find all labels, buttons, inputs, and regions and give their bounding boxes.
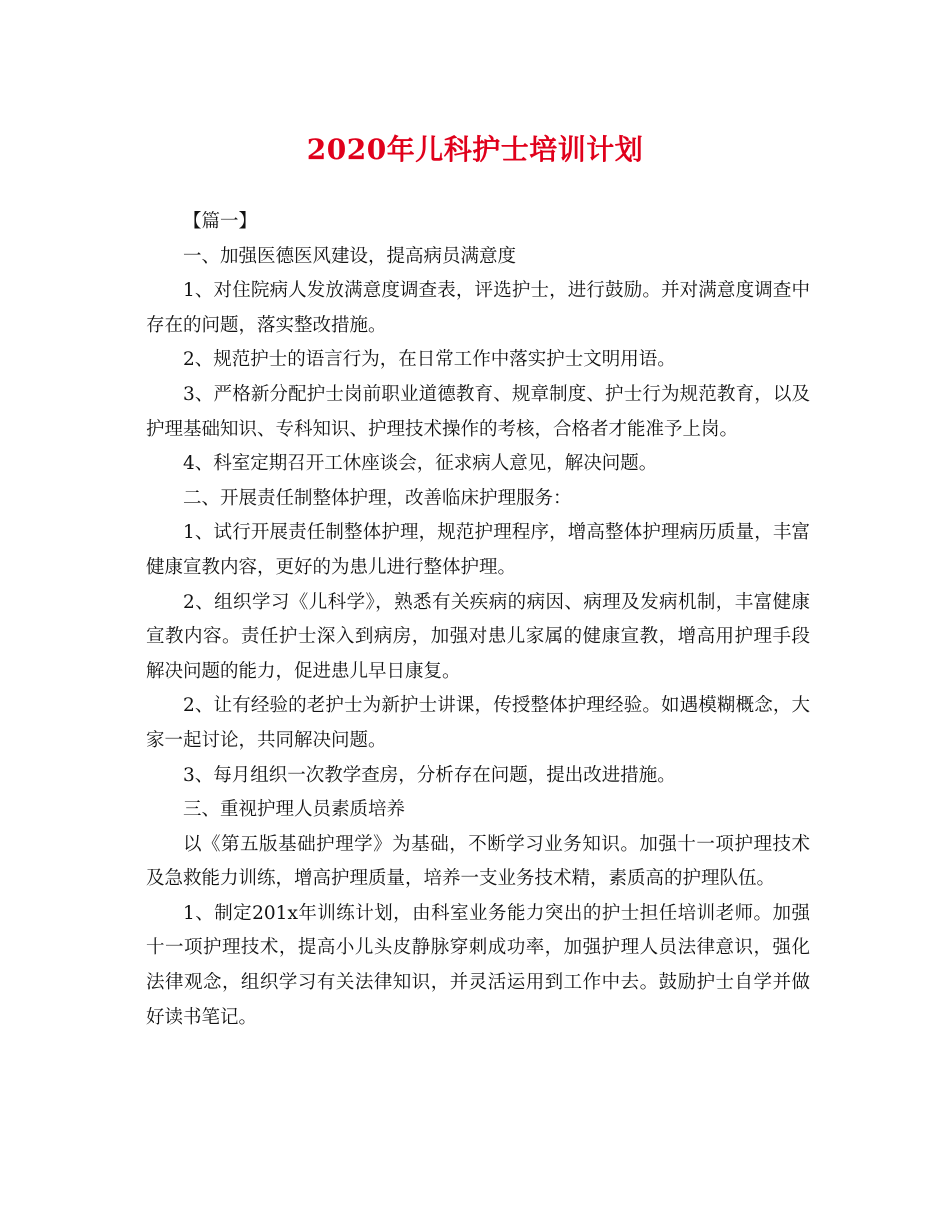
paragraph: 3、严格新分配护士岗前职业道德教育、规章制度、护士行为规范教育，以及护理基础知识、专科知识、护理技术操作的考核，合格者才能准予上岗。 <box>146 383 810 440</box>
paragraph: 三、重视护理人员素质培养 <box>183 799 406 821</box>
paragraph: 2、规范护士的语言行为，在日常工作中落实护士文明用语。 <box>183 349 676 371</box>
paragraph: 3、每月组织一次教学查房，分析存在问题，提出改进措施。 <box>183 764 676 786</box>
paragraph: 一、加强医德医风建设，提高病员满意度 <box>183 245 517 267</box>
paragraph: 二、开展责任制整体护理，改善临床护理服务： <box>183 487 572 509</box>
paragraph: 1、制定201x年训练计划，由科室业务能力突出的护士担任培训老师。加强十一项护理技术，提高小儿头皮静脉穿刺成功率，加强护理人员法律意识，强化法律观念，组织学习有关法律知识，并灵活运用到工作中去。鼓励护士自学并做好读书笔记。 <box>146 902 810 1028</box>
document-title: 2020年儿科护士培训计划 <box>306 133 644 166</box>
paragraph: 1、试行开展责任制整体护理，规范护理程序，增高整体护理病历质量，丰富健康宣教内容，更好的为患儿进行整体护理。 <box>146 522 810 578</box>
paragraph: 1、对住院病人发放满意度调查表，评选护士，进行鼓励。并对满意度调查中存在的问题，落实整改措施。 <box>146 280 810 336</box>
paragraph: 以《第五版基础护理学》为基础，不断学习业务知识。加强十一项护理技术及急救能力训练，增高护理质量，培养一支业务技术精，素质高的护理队伍。 <box>146 833 810 890</box>
paragraph: 2、让有经验的老护士为新护士讲课，传授整体护理经验。如遇模糊概念，大家一起讨论，共同解决问题。 <box>146 695 810 751</box>
document-body <box>146 205 810 1035</box>
paragraph: 2、组织学习《儿科学》，熟悉有关疾病的病因、病理及发病机制，丰富健康宣教内容。责任护士深入到病房，加强对患儿家属的健康宣教，增高用护理手段解决问题的能力，促进患儿早日康复。 <box>146 591 810 682</box>
paragraph: 4、科室定期召开工休座谈会，征求病人意见，解决问题。 <box>183 453 658 475</box>
paragraph: 【篇一】 <box>183 211 258 232</box>
